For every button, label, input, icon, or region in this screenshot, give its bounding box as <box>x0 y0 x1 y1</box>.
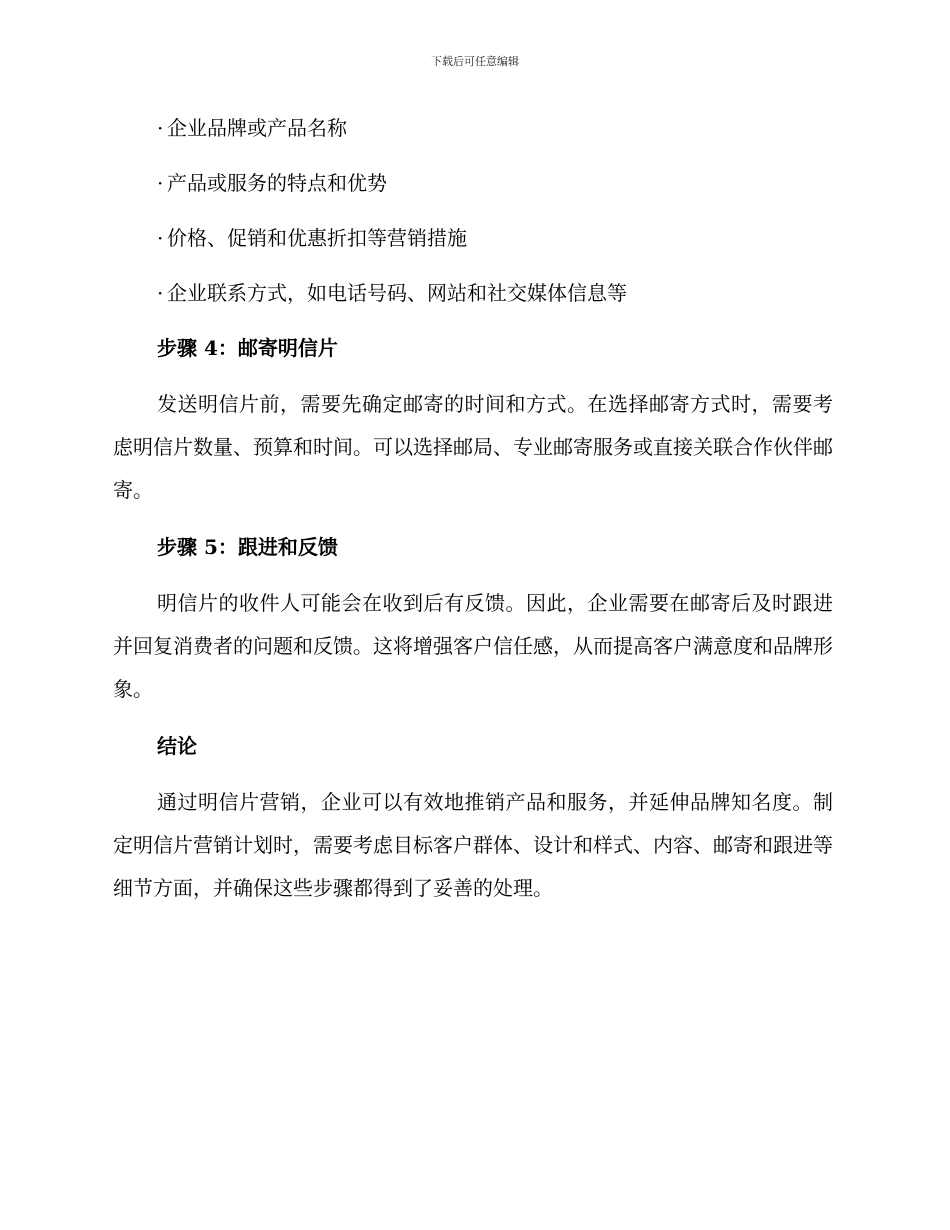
bullet-marker: · <box>157 171 164 195</box>
document-body <box>113 108 833 925</box>
bullet-text: 价格、促销和优惠折扣等营销措施 <box>167 226 467 250</box>
section-heading: 步骤 5：跟进和反馈 <box>157 535 338 559</box>
bullet-text: 产品或服务的特点和优势 <box>167 171 387 195</box>
bullet-marker: · <box>157 281 164 305</box>
bullet-marker: · <box>157 226 164 250</box>
section-heading: 步骤 4：邮寄明信片 <box>157 336 338 360</box>
section-paragraph: 明信片的收件人可能会在收到后有反馈。因此，企业需要在邮寄后及时跟进并回复消费者的问题和反馈。这将增强客户信任感，从而提高客户满意度和品牌形象。 <box>113 591 833 701</box>
bullet-item <box>113 108 833 148</box>
section-paragraph: 发送明信片前，需要先确定邮寄的时间和方式。在选择邮寄方式时，需要考虑明信片数量、预算和时间。可以选择邮局、专业邮寄服务或直接关联合作伙伴邮寄。 <box>113 392 833 502</box>
bullet-item <box>113 273 833 313</box>
page-header: 下载后可任意编辑 <box>431 55 519 68</box>
conclusion-heading: 结论 <box>157 734 197 758</box>
bullet-text: 企业品牌或产品名称 <box>167 116 347 140</box>
conclusion-paragraph: 通过明信片营销，企业可以有效地推销产品和服务，并延伸品牌知名度。制定明信片营销计划时，需要考虑目标客户群体、设计和样式、内容、邮寄和跟进等细节方面，并确保这些步骤都得到了妥善的处理。 <box>113 790 833 900</box>
bullet-item <box>113 163 833 203</box>
bullet-marker: · <box>157 116 164 140</box>
bullet-item <box>113 218 833 258</box>
bullet-text: 企业联系方式，如电话号码、网站和社交媒体信息等 <box>167 281 627 305</box>
